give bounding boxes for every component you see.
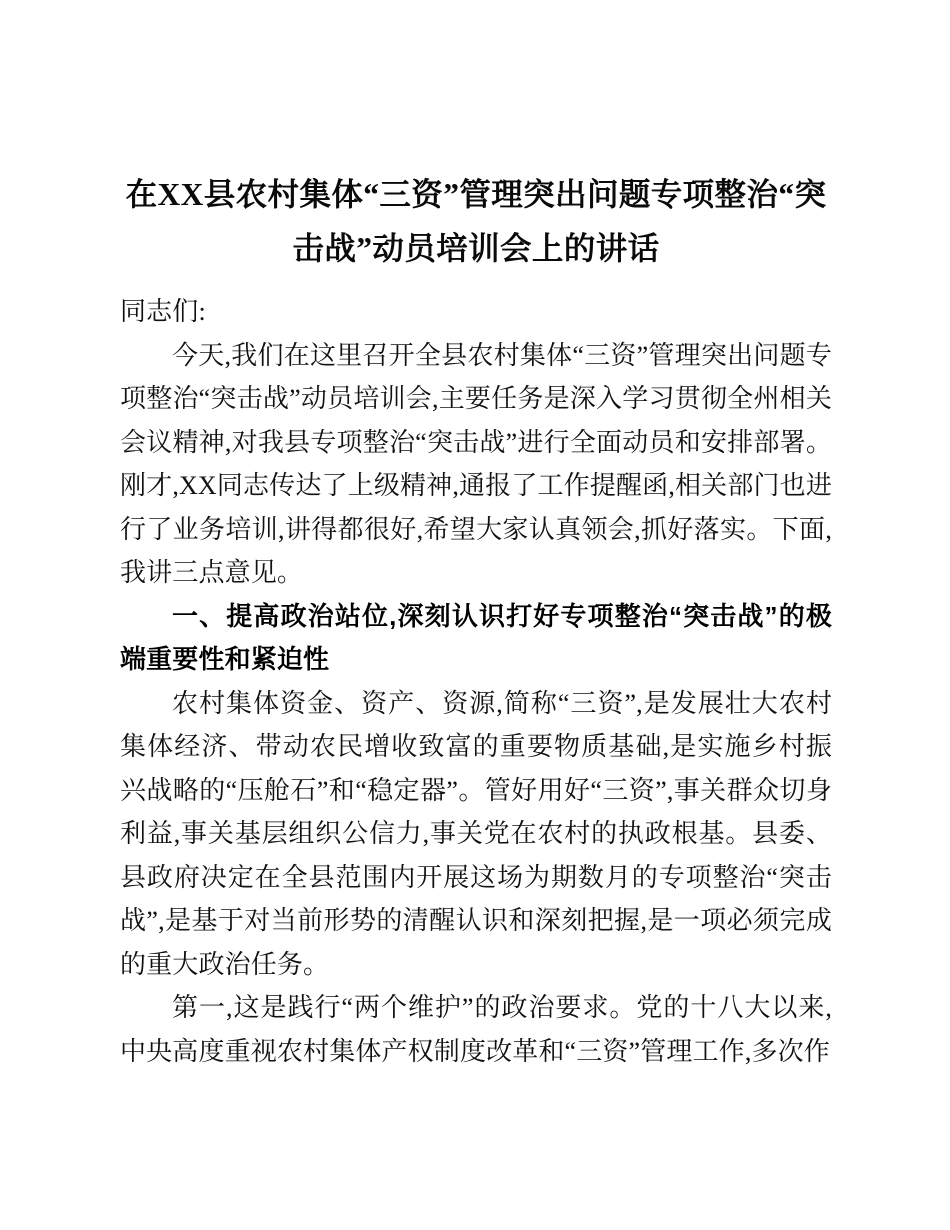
section-heading-one: 一、提高政治站位,深刻认识打好专项整治“突击战”的极端重要性和紧迫性 [120, 600, 832, 674]
document-body [120, 168, 832, 1073]
paragraph-sanzi-definition: 农村集体资金、资产、资源,简称“三资”,是发展壮大农村集体经济、带动农民增收致富的重要物质基础,是实施乡村振兴战略的“压舱石”和“稳定器”。管好用好“三资”,事关群众切身利益,事关基层组织公信力,事关党在农村的执政根基。县委、县政府决定在全县范围内开展这场为期数月的专项整治“突击战”,是基于对当前形势的清醒认识和深刻把握,是一项必须完成的重大政治任务。 [120, 688, 832, 979]
page-title: 在XX县农村集体“三资”管理突出问题专项整治“突击战”动员培训会上的讲话 [125, 177, 827, 266]
paragraph-point-first: 第一,这是践行“两个维护”的政治要求。党的十八大以来,中央高度重视农村集体产权制度改革和“三资”管理工作,多次作 [120, 993, 832, 1066]
salutation: 同志们: [120, 297, 206, 326]
paragraph-intro: 今天,我们在这里召开全县农村集体“三资”管理突出问题专项整治“突击战”动员培训会,主要任务是深入学习贯彻全州相关会议精神,对我县专项整治“突击战”进行全面动员和安排部署。刚才,XX同志传达了上级精神,通报了工作提醒函,相关部门也进行了业务培训,讲得都很好,希望大家认真领会,抓好落实。下面,我讲三点意见。 [120, 340, 832, 587]
